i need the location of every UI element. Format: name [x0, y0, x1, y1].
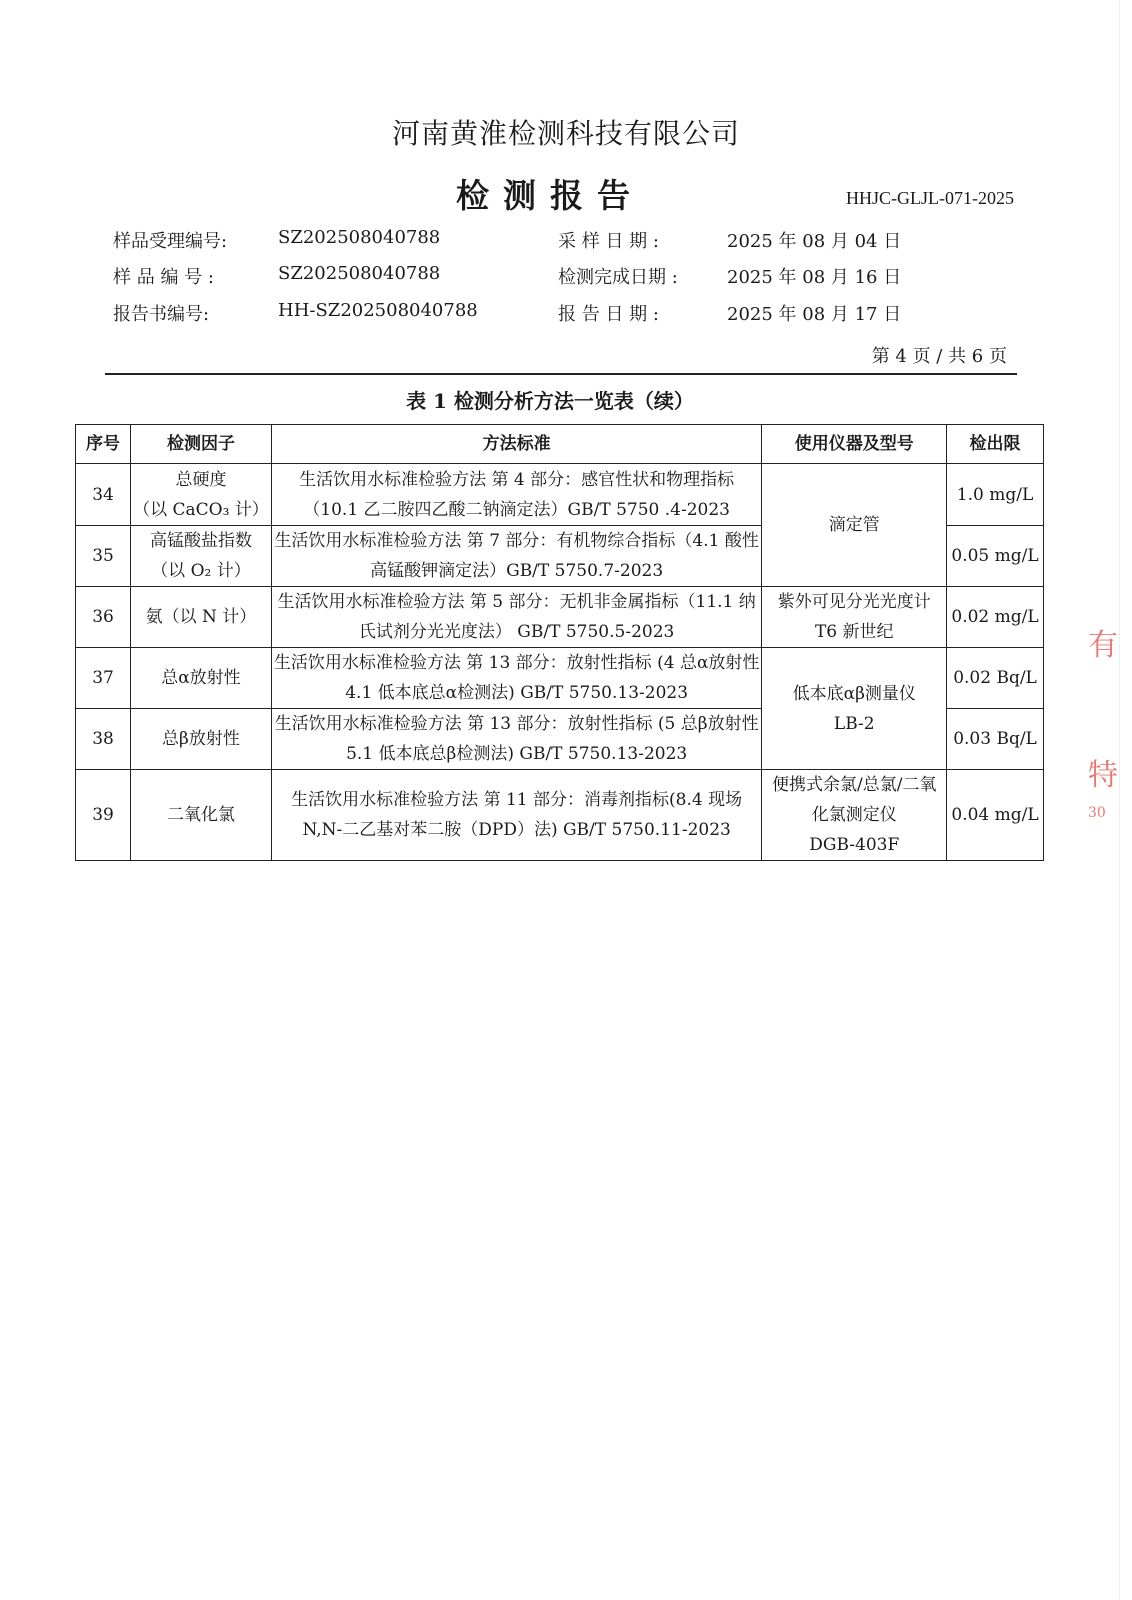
document-code: HHJC-GLJL-071-2025: [846, 188, 1014, 208]
company-name: 河南黄淮检测科技有限公司: [391, 117, 740, 150]
row-method: 生活饮用水标准检验方法 第 5 部分：无机非金属指标（11.1 纳氏试剂分光光度法） GB/T 5750.5-2023: [271, 587, 762, 648]
header-factor: 检测因子: [131, 425, 272, 464]
table-row: [76, 587, 1044, 648]
finish-date-value: 2025 年 08 月 16 日: [727, 267, 902, 288]
row-limit: 0.04 mg/L: [947, 770, 1044, 861]
row-limit: 0.05 mg/L: [947, 526, 1044, 587]
row-limit: 1.0 mg/L: [947, 464, 1044, 526]
row-method: 生活饮用水标准检验方法 第 7 部分：有机物综合指标（4.1 酸性高锰酸钾滴定法）GB/T 5750.7-2023: [271, 526, 762, 587]
row-no: 34: [76, 464, 131, 526]
report-no-label: 报告书编号:: [113, 304, 210, 325]
row-method: 生活饮用水标准检验方法 第 4 部分：感官性状和物理指标（10.1 乙二胺四乙酸二钠滴定法）GB/T 5750 .4-2023: [271, 464, 762, 526]
stamp-fragment: 30: [1088, 805, 1106, 821]
page-number: 第 4 页 / 共 6 页: [871, 346, 1007, 367]
row-factor: 总硬度 （以 CaCO₃ 计）: [131, 464, 272, 526]
header-limit: 检出限: [947, 425, 1044, 464]
row-factor: 二氧化氯: [131, 770, 272, 861]
row-instrument: 便携式余氯/总氯/二氧化氯测定仪 DGB-403F: [762, 770, 947, 861]
row-instrument: 紫外可见分光光度计 T6 新世纪: [762, 587, 947, 648]
row-no: 38: [76, 709, 131, 770]
row-instrument: 滴定管: [762, 464, 947, 587]
header-rule: [105, 373, 1017, 375]
table-row: [76, 464, 1044, 526]
row-no: 39: [76, 770, 131, 861]
row-no: 35: [76, 526, 131, 587]
header-no: 序号: [76, 425, 131, 464]
row-limit: 0.02 mg/L: [947, 587, 1044, 648]
sample-no-value: SZ202508040788: [278, 263, 441, 284]
finish-date-label: 检测完成日期 :: [558, 267, 678, 288]
report-title: 检测报告: [456, 176, 644, 215]
accept-no-label: 样品受理编号:: [113, 231, 228, 252]
report-date-value: 2025 年 08 月 17 日: [727, 304, 902, 325]
row-factor: 氨（以 N 计）: [131, 587, 272, 648]
row-no: 37: [76, 648, 131, 709]
sample-no-label: 样 品 编 号 :: [113, 267, 214, 288]
header-method: 方法标准: [271, 425, 762, 464]
table-header-row: [76, 425, 1044, 464]
table-row: [76, 770, 1044, 861]
header-instrument: 使用仪器及型号: [762, 425, 947, 464]
row-method: 生活饮用水标准检验方法 第 11 部分：消毒剂指标(8.4 现场 N,N-二乙基对苯二胺（DPD）法) GB/T 5750.11-2023: [271, 770, 762, 861]
accept-no-value: SZ202508040788: [278, 227, 441, 248]
report-no-value: HH-SZ202508040788: [278, 300, 478, 321]
table-row: [76, 648, 1044, 709]
row-instrument: 低本底αβ测量仪 LB-2: [762, 648, 947, 770]
row-no: 36: [76, 587, 131, 648]
row-factor: 高锰酸盐指数 （以 O₂ 计）: [131, 526, 272, 587]
row-factor: 总β放射性: [131, 709, 272, 770]
stamp-fragment: 有: [1088, 628, 1118, 663]
sampling-date-label: 采 样 日 期 :: [558, 231, 659, 252]
stamp-fragment: 特: [1088, 758, 1118, 793]
report-date-label: 报 告 日 期 :: [558, 304, 659, 325]
row-limit: 0.02 Bq/L: [947, 648, 1044, 709]
row-factor: 总α放射性: [131, 648, 272, 709]
sampling-date-value: 2025 年 08 月 04 日: [727, 231, 902, 252]
row-limit: 0.03 Bq/L: [947, 709, 1044, 770]
row-method: 生活饮用水标准检验方法 第 13 部分：放射性指标 (5 总β放射性 5.1 低本底总β检测法) GB/T 5750.13-2023: [271, 709, 762, 770]
methods-table: [75, 424, 1044, 861]
page-edge: [1119, 0, 1120, 1600]
table-title: 表 1 检测分析方法一览表（续）: [406, 389, 694, 413]
row-method: 生活饮用水标准检验方法 第 13 部分：放射性指标 (4 总α放射性 4.1 低本底总α检测法) GB/T 5750.13-2023: [271, 648, 762, 709]
